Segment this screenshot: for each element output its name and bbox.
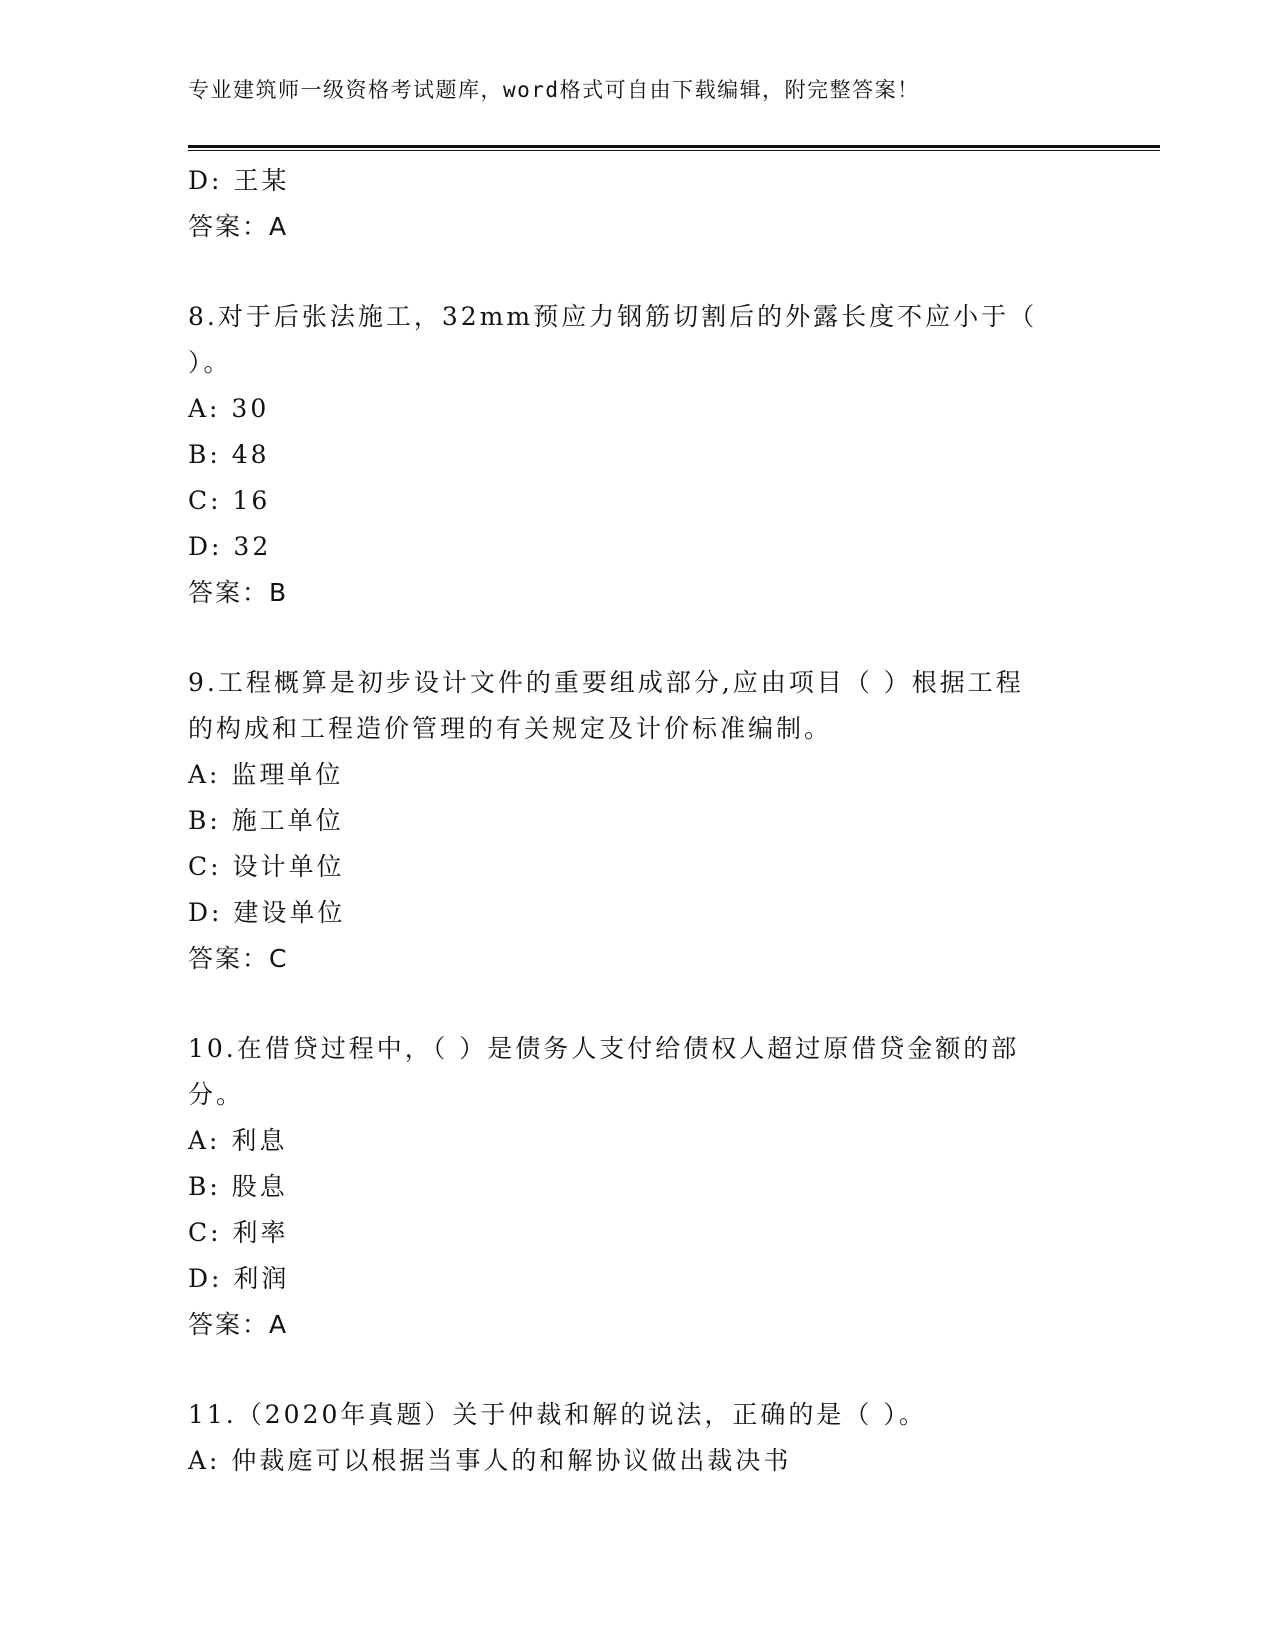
question-block [188, 1392, 1088, 1484]
answer-text: 答案：A [188, 212, 289, 241]
option-item: A: 仲裁庭可以根据当事人的和解协议做出裁决书 [188, 1446, 792, 1475]
header-rule-thin [188, 150, 1160, 151]
page-header: 专业建筑师一级资格考试题库，word格式可自由下载编辑，附完整答案！ [188, 78, 920, 102]
question-text: ）。 [188, 348, 232, 377]
question-gap [188, 616, 1088, 660]
option-item: D: 利润 [188, 1264, 290, 1293]
option-item: C: 设计单位 [188, 852, 345, 881]
option-item: A: 30 [188, 394, 270, 423]
option-item: D: 建设单位 [188, 898, 346, 927]
question-text: 9.工程概算是初步设计文件的重要组成部分,应由项目（ ）根据工程 [188, 668, 1024, 697]
question-block [188, 660, 1088, 982]
question-gap [188, 1348, 1088, 1392]
question-list [188, 158, 1088, 1484]
answer-text: 答案：A [188, 1310, 289, 1339]
question-text: 的构成和工程造价管理的有关规定及计价标准编制。 [188, 714, 833, 743]
option-item: D: 32 [188, 532, 272, 561]
option-item: C: 16 [188, 486, 271, 515]
option-item: D: 王某 [188, 166, 290, 195]
question-block [188, 158, 1088, 250]
answer-text: 答案：C [188, 944, 289, 973]
question-block [188, 1026, 1088, 1348]
option-item: A: 监理单位 [188, 760, 344, 789]
question-text: 11.（2020年真题）关于仲裁和解的说法，正确的是（ ）。 [188, 1400, 927, 1429]
question-text: 8.对于后张法施工，32mm预应力钢筋切割后的外露长度不应小于（ [188, 302, 1038, 331]
question-text: 分。 [188, 1080, 245, 1109]
question-gap [188, 982, 1088, 1026]
option-item: B: 48 [188, 440, 270, 469]
answer-text: 答案：B [188, 578, 289, 607]
question-block [188, 294, 1088, 616]
option-item: C: 利率 [188, 1218, 289, 1247]
option-item: A: 利息 [188, 1126, 288, 1155]
option-item: B: 股息 [188, 1172, 288, 1201]
question-gap [188, 250, 1088, 294]
question-text: 10.在借贷过程中，（ ）是债务人支付给债权人超过原借贷金额的部 [188, 1034, 1020, 1063]
header-rule-thick [188, 145, 1160, 148]
option-item: B: 施工单位 [188, 806, 344, 835]
